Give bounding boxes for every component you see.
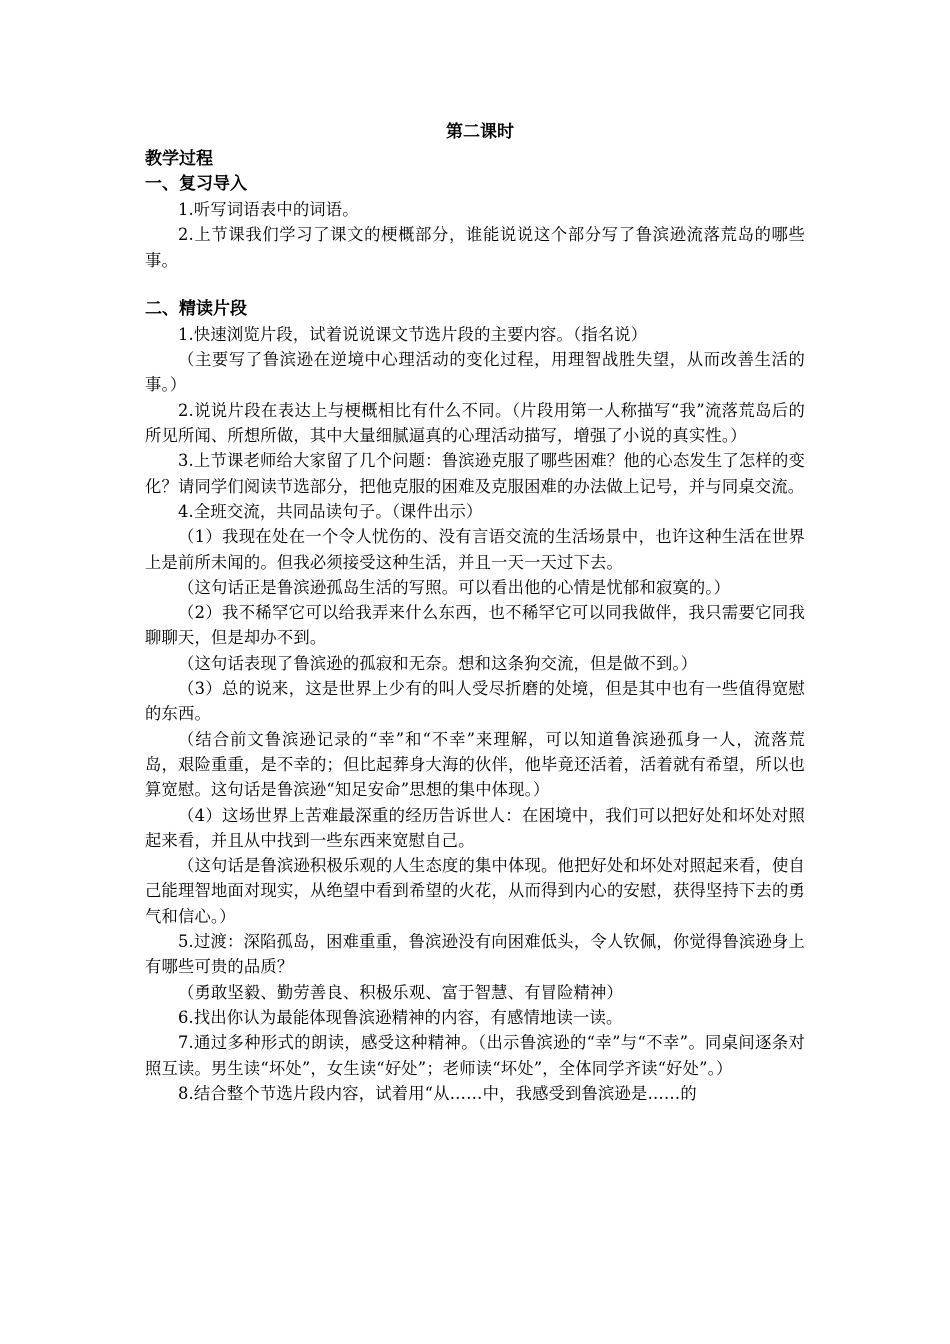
part2-para: 2.说说片段在表达上与梗概相比有什么不同。（片段用第一人称描写“我”流落荒岛后的所见所闻、所想所做，其中大量细腻逼真的心理活动描写，增强了小说的真实性。） xyxy=(145,400,805,446)
part2-para: 1.快速浏览片段，试着说说课文节选片段的主要内容。（指名说） xyxy=(178,324,648,344)
page-title: 第二课时 xyxy=(446,122,514,142)
part2-para: 3.上节课老师给大家留了几个问题：鲁滨逊克服了哪些困难？他的心态发生了怎样的变化？请同学们阅读节选部分，把他克服的困难及克服困难的办法做上记号，并与同桌交流。 xyxy=(145,451,805,496)
spacer xyxy=(145,273,805,297)
part2-para: （这句话表现了鲁滨逊的孤寂和无奈。想和这条狗交流，但是做不到。） xyxy=(178,653,698,673)
part1-item-1: 1.听写词语表中的词语。 xyxy=(178,200,359,219)
part2-para: （这句话是鲁滨逊积极乐观的人生态度的集中体现。他把好处和坏处对照起来看，使自己能理智地面对现实，从绝望中看到希望的火花，从而得到内心的安慰，获得坚持下去的勇气和信心。） xyxy=(145,856,805,926)
section-heading-main: 教学过程 xyxy=(145,149,213,169)
part2-para: （结合前文鲁滨逊记录的“幸”和“不幸”来理解，可以知道鲁滨逊孤身一人，流落荒岛，艰险重重，是不幸的；但比起葬身大海的伙伴，他毕竟还活着，活着就有希望，所以也算宽慰。这句话是鲁滨逊“知足安命”思想的集中体现。） xyxy=(145,729,805,800)
part2-para: （这句话正是鲁滨逊孤岛生活的写照。可以看出他的心情是忧郁和寂寞的。） xyxy=(178,577,731,597)
part1-heading: 一、复习导入 xyxy=(145,174,247,194)
part2-para: 8.结合整个节选片段内容，试着用“从……中，我感受到鲁滨逊是……的 xyxy=(178,1083,697,1103)
part2-para: （主要写了鲁滨逊在逆境中心理活动的变化过程，用理智战胜失望，从而改善生活的事。） xyxy=(145,350,805,395)
part2-para: （勇敢坚毅、勤劳善良、积极乐观、富于智慧、有冒险精神） xyxy=(178,982,623,1002)
part2-para: （2）我不稀罕它可以给我弄来什么东西，也不稀罕它可以同我做伴，我只需要它同我聊聊天，但是却办不到。 xyxy=(145,603,805,648)
part2-para: 4.全班交流，共同品读句子。（课件出示） xyxy=(178,501,483,521)
part2-heading: 二、精读片段 xyxy=(145,298,247,319)
part2-para: （4）这场世界上苦难最深重的经历告诉世人：在困境中，我们可以把好处和坏处对照起来看，并且从中找到一些东西来宽慰自己。 xyxy=(145,805,805,850)
part2-para: （1）我现在处在一个令人忧伤的、没有言语交流的生活场景中，也许这种生活在世界上是前所未闻的。但我必须接受这种生活，并且一天一天过下去。 xyxy=(145,527,805,572)
part2-para: 7.通过多种形式的朗读，感受这种精神。（出示鲁滨逊的“幸”与“不幸”。同桌间逐条对照互读。男生读“坏处”，女生读“好处”；老师读“坏处”，全体同学齐读“好处”。） xyxy=(145,1033,805,1078)
document-page xyxy=(145,117,805,1106)
part1-item-2: 2.上节课我们学习了课文的梗概部分，谁能说说这个部分写了鲁滨逊流落荒岛的哪些事。 xyxy=(145,225,805,270)
part2-para: 6.找出你认为最能体现鲁滨逊精神的内容，有感情地读一读。 xyxy=(178,1007,623,1027)
part2-para: （3）总的说来，这是世界上少有的叫人受尽折磨的处境，但是其中也有一些值得宽慰的东西。 xyxy=(145,679,805,724)
part2-para: 5.过渡：深陷孤岛，困难重重，鲁滨逊没有向困难低头，令人钦佩，你觉得鲁滨逊身上有哪些可贵的品质？ xyxy=(145,932,805,977)
